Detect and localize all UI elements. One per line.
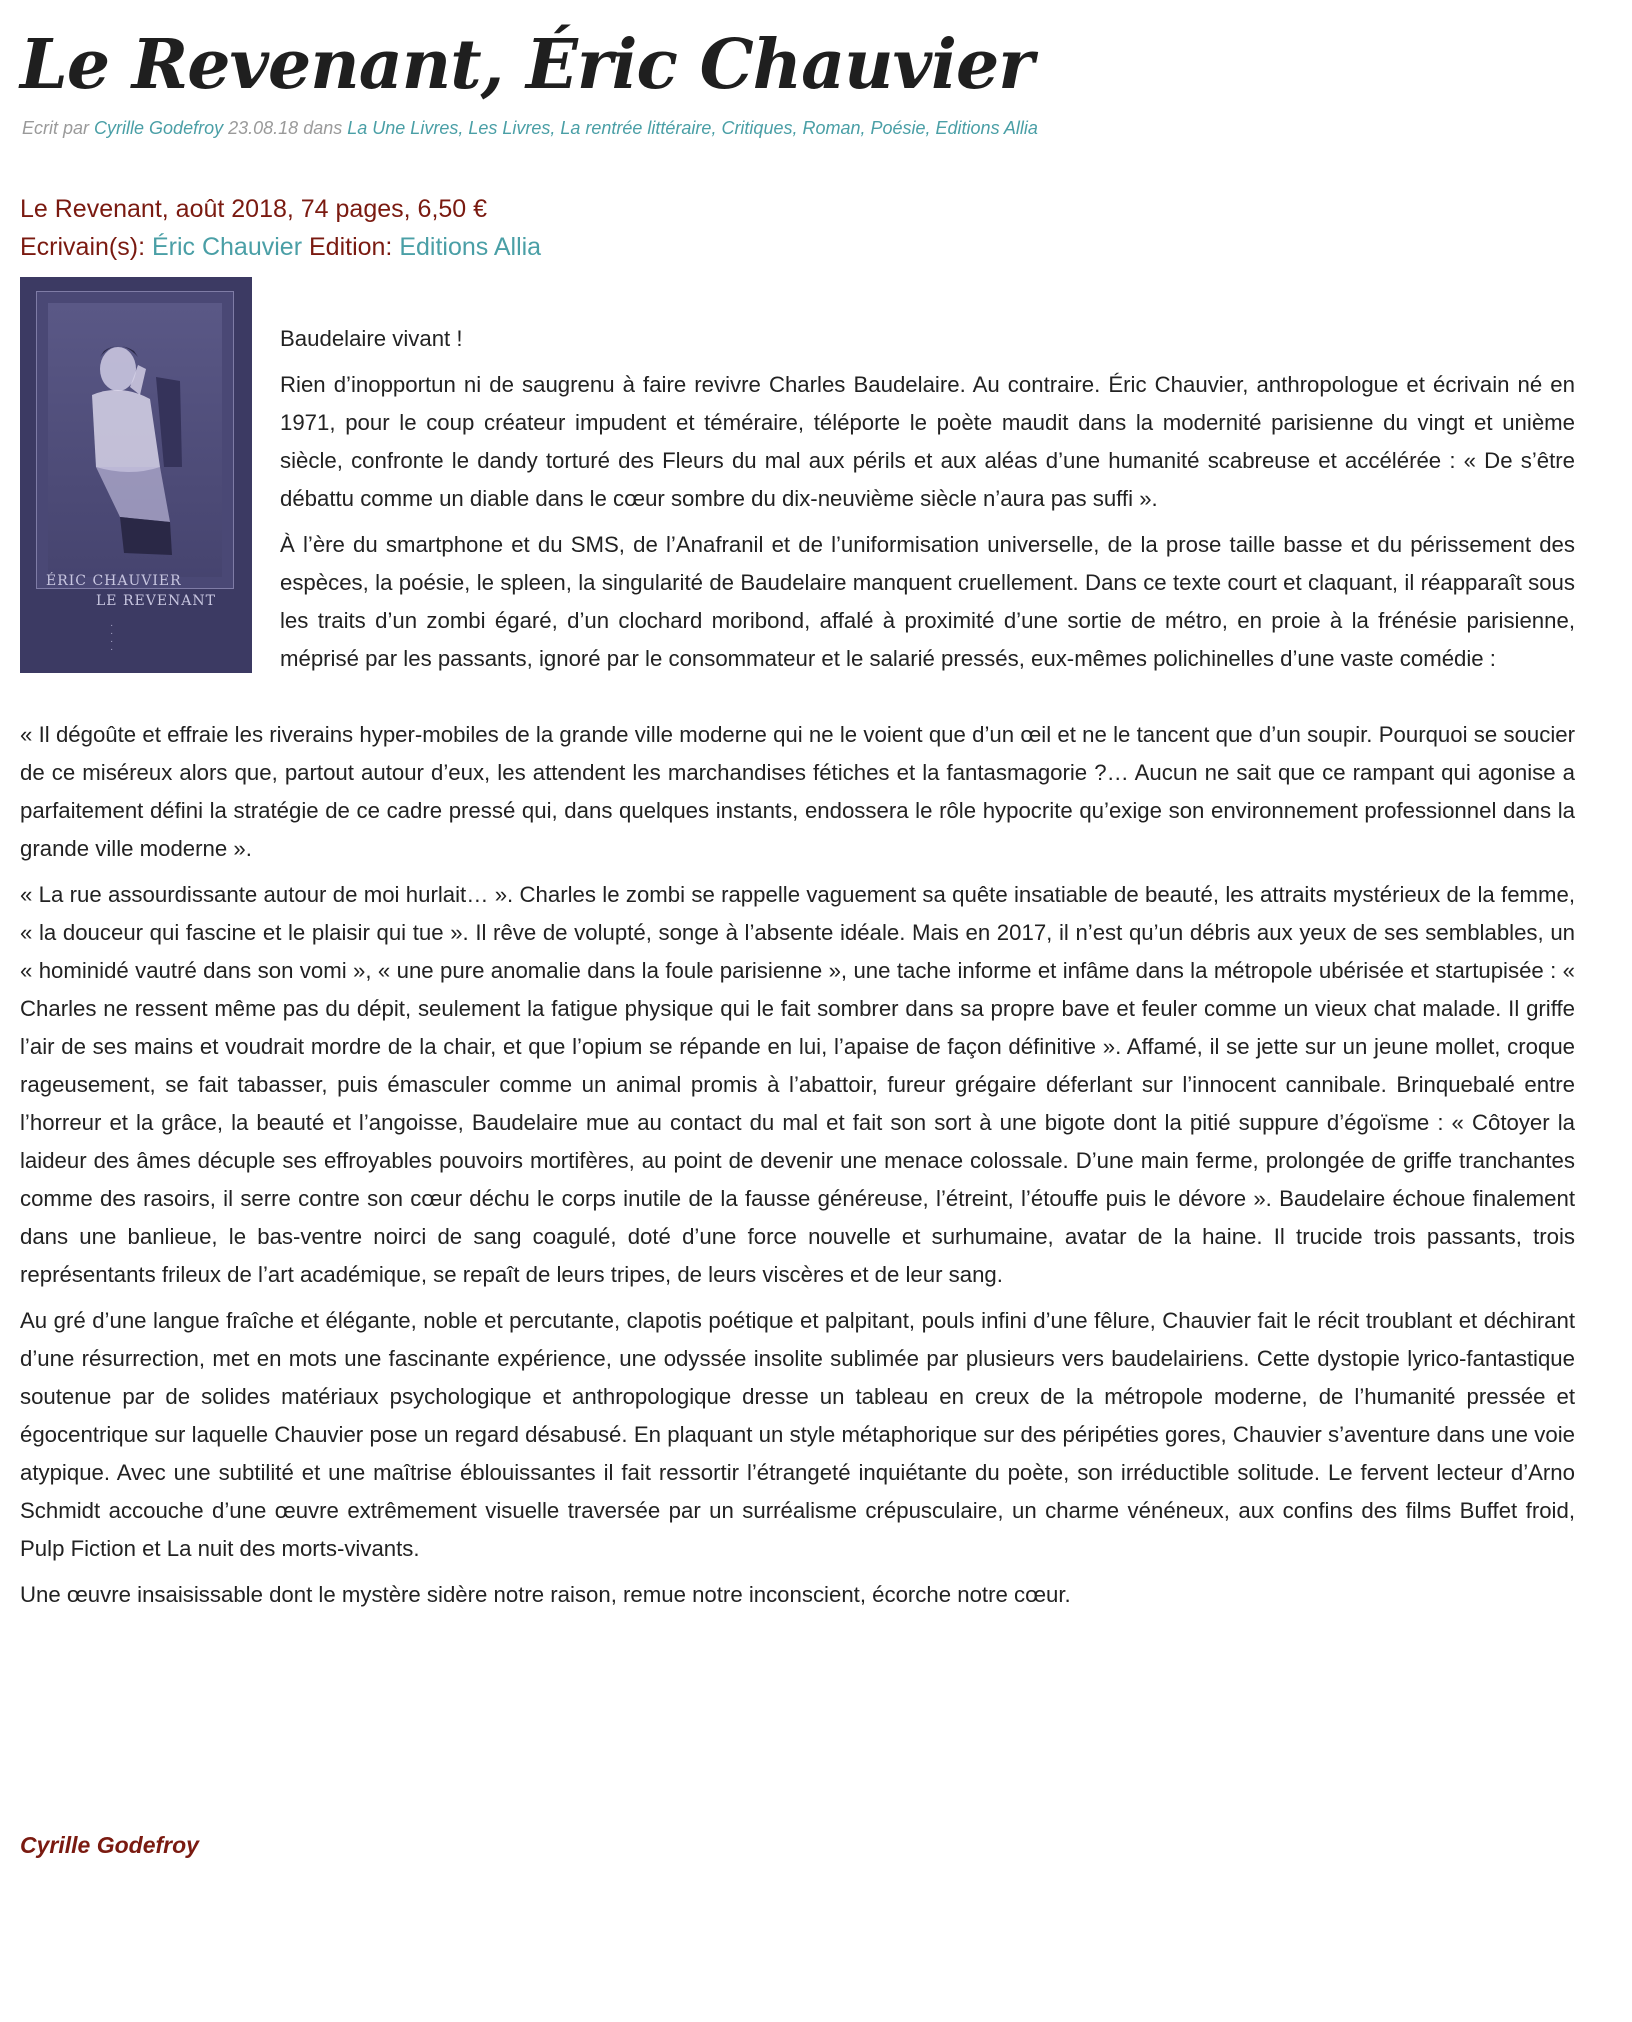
article-paragraph: Au gré d’une langue fraîche et élégante, noble et percutante, clapotis poétique et palpitant, pouls infini d’une fêlure, Chauvier fait le récit troublant et déchirant d’une résurrection, met en mots une fascinante expérience, une odyssée insolite sublimée par plusieurs vers baudelairiens. Cette dystopie lyrico-fantastique soutenue par de solides matériaux psychologique et anthropologique dresse un tableau en creux de la métropole moderne, de l’humanité pressée et égocentrique sur laquelle Chauvier pose un regard désabusé. En plaquant un style métaphorique sur des péripéties gores, Chauvier s’aventure dans une voie atypique. Avec une subtilité et une maîtrise éblouissantes il fait ressortir l’étrangeté inquiétante du poète, son irréductible solitude. Le fervent lecteur d’Arno Schmidt accouche d’une œuvre extrêmement visuelle traversée par un surréalisme crépusculaire, un charme vénéneux, aux confins des films Buffet froid, Pulp Fiction et La nuit des morts-vivants. [20, 1308, 1575, 1561]
article-quote-paragraph: « Il dégoûte et effraie les riverains hyper-mobiles de la grande ville moderne qui ne le voient que d’un œil et ne le tancent que d’un soupir. Pourquoi se soucier de ce miséreux alors que, partout autour d’eux, les attendent les marchandises fétiches et la fantasmagorie ?… Aucun ne sait que ce rampant qui agonise a parfaitement défini la stratégie de ce cadre pressé qui, dans quelques instants, endossera le rôle hypocrite qu’exige son environnement professionnel dans la grande ville moderne ». [20, 722, 1575, 861]
paragraph-gap [20, 686, 1575, 716]
cover-author-text: ÉRIC CHAUVIER [46, 573, 182, 589]
article-paragraph: Une œuvre insaisissable dont le mystère sidère notre raison, remue notre inconscient, écorche notre cœur. [20, 1582, 1071, 1607]
article-paragraph: « La rue assourdissante autour de moi hurlait… ». Charles le zombi se rappelle vaguement sa quête insatiable de beauté, les attraits mystérieux de la femme, « la douceur qui fascine et le plaisir qui tue ». Il rêve de volupté, songe à l’absente idéale. Mais en 2017, il n’est qu’un débris aux yeux de ses semblables, un « hominidé vautré dans son vomi », « une pure anomalie dans la foule parisienne », une tache informe et infâme dans la métropole ubérisée et startupisée : « Charles ne ressent même pas du dépit, seulement la fatigue physique qui le fait sombrer dans sa propre bave et feuler comme un vieux chat malade. Il griffe l’air de ses mains et voudrait mordre de la chair, et que l’opium se répande en lui, l’apaise de façon définitive ». Affamé, il se jette sur un jeune mollet, croque rageusement, se fait tabasser, puis émasculer comme un animal promis à l’abattoir, fureur grégaire déferlant sur l’innocent cannibale. Brinquebalé entre l’horreur et la grâce, la beauté et l’angoisse, Baudelaire mue au contact du mal et fait son sort à une bigote dont la pitié suppure d’égoïsme : « Côtoyer la laideur des âmes décuple ses effroyables pouvoirs mortifères, au point de devenir une menace colossale. D’une main ferme, prolongée de griffe tranchantes comme des rasoirs, il serre contre son cœur déchu le corps inutile de la fausse généreuse, l’étreint, l’étouffe puis le dévore ». Baudelaire échoue finalement dans une banlieue, le bas-ventre noirci de sang coagulé, doté d’une force nouvelle et surhumaine, avatar de la haine. Il trucide trois passants, trois représentants frileux de l’art académique, se repaît de leurs tripes, de leurs viscères et de leur sang. [20, 882, 1575, 1287]
cover-publisher-mark: · · · · [110, 620, 114, 655]
article-body [20, 320, 1575, 1622]
cover-title-text: LE REVENANT [96, 593, 217, 609]
page-title: Le Revenant, Éric Chauvier [20, 25, 1034, 105]
article-paragraph: À l’ère du smartphone et du SMS, de l’Anafranil et de l’uniformisation universelle, de la prose taille basse et du périssement des espèces, la poésie, le spleen, la singularité de Baudelaire manquent cruellement. Dans ce texte court et claquant, il réapparaît sous les traits d’un zombi égaré, d’un clochard moribond, affalé à proximité d’une sortie de métro, en proie à la frénésie parisienne, méprisé par les passants, ignoré par le consommateur et le salarié pressés, eux-mêmes polichinelles d’une vaste comédie : [280, 532, 1575, 671]
edition-link[interactable]: Editions Allia [399, 233, 542, 261]
byline-categories-links[interactable]: La Une Livres, Les Livres, La rentrée littéraire, Critiques, Roman, Poésie, Editions Allia [347, 118, 1038, 138]
byline-prefix: Ecrit par [22, 118, 90, 138]
book-info: Le Revenant, août 2018, 74 pages, 6,50 € [20, 195, 488, 223]
article-paragraph: Rien d’inopportun ni de saugrenu à faire revivre Charles Baudelaire. Au contraire. Éric Chauvier, anthropologue et écrivain né en 1971, pour le coup créateur impudent et téméraire, téléporte le poète maudit dans la modernité parisienne du vingt et unième siècle, confronte le dandy torturé des Fleurs du mal aux périls et aux aléas d’une humanité scabreuse et accélérée : « De s’être débattu comme un diable dans le cœur sombre du dix-neuvième siècle n’aura pas suffi ». [280, 372, 1575, 511]
book-meta [20, 190, 541, 266]
byline-author-link[interactable]: Cyrille Godefroy [94, 118, 224, 138]
writer-label: Ecrivain(s): [20, 233, 146, 261]
edition-label: Edition: [308, 233, 393, 261]
byline [22, 118, 1038, 139]
signature: Cyrille Godefroy [20, 1832, 199, 1858]
article-paragraph: Baudelaire vivant ! [280, 326, 463, 351]
byline-date: 23.08.18 [228, 118, 299, 138]
byline-in: dans [303, 118, 343, 138]
cover-float-space [20, 320, 280, 673]
book-credits [20, 228, 541, 266]
writer-link[interactable]: Éric Chauvier [151, 233, 303, 261]
